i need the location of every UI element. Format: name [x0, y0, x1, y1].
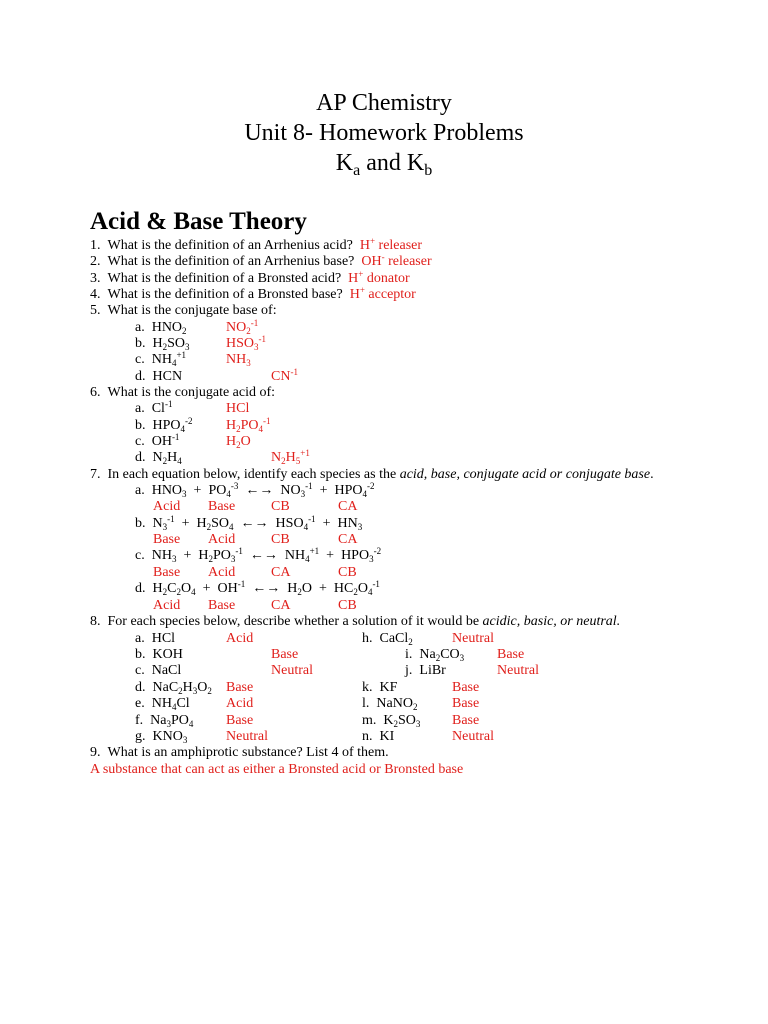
q8-item-i: i. $Na_2CO_3$ [405, 647, 465, 663]
q8-answer-e: Acid [226, 696, 254, 711]
q7b-label-2: Acid [208, 532, 236, 547]
doc-title-line1: AP Chemistry [316, 90, 452, 116]
q9-answer: A substance that can act as either a Bronsted acid or Bronsted base [90, 762, 464, 777]
q8-answer-c: Neutral [271, 663, 313, 678]
q7c-label-1: Base [153, 565, 181, 580]
q8-item-k: k. KF [362, 680, 398, 695]
q8-answer-n: Neutral [452, 729, 494, 744]
q7a-label-4: CA [338, 499, 358, 514]
answer-4: H+ acceptor [349, 285, 416, 302]
q5-item-a: a. $HNO_2$ [135, 320, 187, 336]
q5-answer-a: $NO_2^{-1}$ [226, 318, 259, 336]
q8-answer-l: Base [452, 696, 480, 711]
q8-item-b: b. KOH [135, 647, 183, 662]
question-2: 2. What is the definition of an Arrhenius base? OH- releaser [90, 252, 432, 269]
q6-answer-a: HCl [226, 401, 250, 416]
q6-item-d: d. $N_2H_4$ [135, 450, 182, 466]
answer-3: H+ donator [348, 269, 410, 286]
q8-item-n: n. KI [362, 729, 395, 744]
q8-item-a: a. HCl [135, 631, 176, 646]
q8-item-f: f. $Na_3PO_4$ [135, 713, 194, 729]
q7d-label-3: CA [271, 598, 291, 613]
q8-answer-m: Base [452, 713, 480, 728]
q8-item-h: h. CaCl$_2$ [362, 631, 413, 647]
answer-2: OH- releaser [361, 252, 432, 269]
q8-item-l: l. NaNO$_2$ [362, 696, 418, 712]
q6-item-b: b. $HPO_4^{-2}$ [135, 416, 193, 434]
q8-answer-j: Neutral [497, 663, 539, 678]
q8-answer-k: Base [452, 680, 480, 695]
q6-answer-b: $H_2PO_4^{-1}$ [226, 416, 271, 434]
q8-answer-i: Base [497, 647, 525, 662]
doc-title-line3: $K_a$ and $K_b$ [335, 150, 433, 179]
q5-answer-d: $CN^{-1}$ [271, 367, 298, 384]
q6-answer-d: $N_2H_5^{+1}$ [271, 448, 310, 466]
q8-answer-a: Acid [226, 631, 254, 646]
q7a-label-1: Acid [153, 499, 181, 514]
q7b-label-4: CA [338, 532, 358, 547]
doc-title-line2: Unit 8- Homework Problems [244, 120, 524, 146]
q7a-label-2: Base [208, 499, 236, 514]
q5-item-d: d. HCN [135, 369, 183, 384]
q8-answer-f: Base [226, 713, 254, 728]
q8-item-g: g. $KNO_3$ [135, 729, 188, 745]
question-9: 9. What is an amphiprotic substance? List 4 of them. [90, 745, 389, 760]
q8-item-j: j. LiBr [405, 663, 446, 678]
q7-equation-d: d. $H_2C_2O_4 + OH^{-1}$ ←→ $H_2O + HC_2O_4^{-1}$ [135, 579, 380, 597]
q7d-label-1: Acid [153, 598, 181, 613]
question-6: 6. What is the conjugate acid of: [90, 385, 276, 400]
q8-item-m: m. $K_2SO_3$ [362, 713, 421, 729]
q8-answer-d: Base [226, 680, 254, 695]
q7d-label-4: CB [338, 598, 357, 613]
answer-1: H+ releaser [359, 236, 423, 253]
q7b-label-3: CB [271, 532, 290, 547]
question-3: 3. What is the definition of a Bronsted acid? H+ donator [90, 269, 410, 286]
question-1: 1. What is the definition of an Arrhenius acid? H+ releaser [90, 236, 423, 253]
q7c-label-2: Acid [208, 565, 236, 580]
q7c-label-4: CB [338, 565, 357, 580]
q7d-label-2: Base [208, 598, 236, 613]
q5-answer-b: $HSO_3^{-1}$ [226, 334, 267, 352]
question-8: 8. For each species below, describe whether a solution of it would be acidic, basic, or neutral. [90, 614, 621, 629]
q7c-label-3: CA [271, 565, 291, 580]
q6-item-c: c. $OH^{-1}$ [135, 432, 180, 449]
q7a-label-3: CB [271, 499, 290, 514]
question-4: 4. What is the definition of a Bronsted base? H+ acceptor [90, 285, 416, 302]
q6-answer-c: $H_2O$ [226, 434, 251, 450]
question-7: 7. In each equation below, identify each species as the acid, base, conjugate acid or conjugate base. [90, 467, 654, 482]
q7-equation-c: c. $NH_3 + H_2PO_3^{-1}$ ←→ $NH_4^{+1} + HPO_3^{-2}$ [135, 546, 382, 564]
q7-equation-b: b. $N_3^{-1} + H_2SO_4$ ←→ $HSO_4^{-1} + HN_3$ [135, 514, 363, 532]
q8-answer-g: Neutral [226, 729, 268, 744]
q8-item-c: c. NaCl [135, 663, 182, 678]
question-5: 5. What is the conjugate base of: [90, 303, 277, 318]
q8-answer-h: Neutral [452, 631, 494, 646]
q5-answer-c: $NH_3$ [226, 352, 251, 368]
q7-equation-a: a. $HNO_3 + PO_4^{-3}$ ←→ $NO_3^{-1} + HPO_4^{-2}$ [135, 481, 375, 499]
q8-item-e: e. $NH_4Cl$ [135, 696, 190, 712]
section-heading: Acid & Base Theory [90, 208, 307, 235]
q5-item-c: c. $NH_4^{+1}$ [135, 350, 187, 368]
q6-item-a: a. $Cl^{-1}$ [135, 399, 173, 416]
q8-answer-b: Base [271, 647, 299, 662]
q5-item-b: b. $H_2SO_3$ [135, 336, 190, 352]
q7b-label-1: Base [153, 532, 181, 547]
q8-item-d: d. $NaC_2H_3O_2$ [135, 680, 212, 696]
